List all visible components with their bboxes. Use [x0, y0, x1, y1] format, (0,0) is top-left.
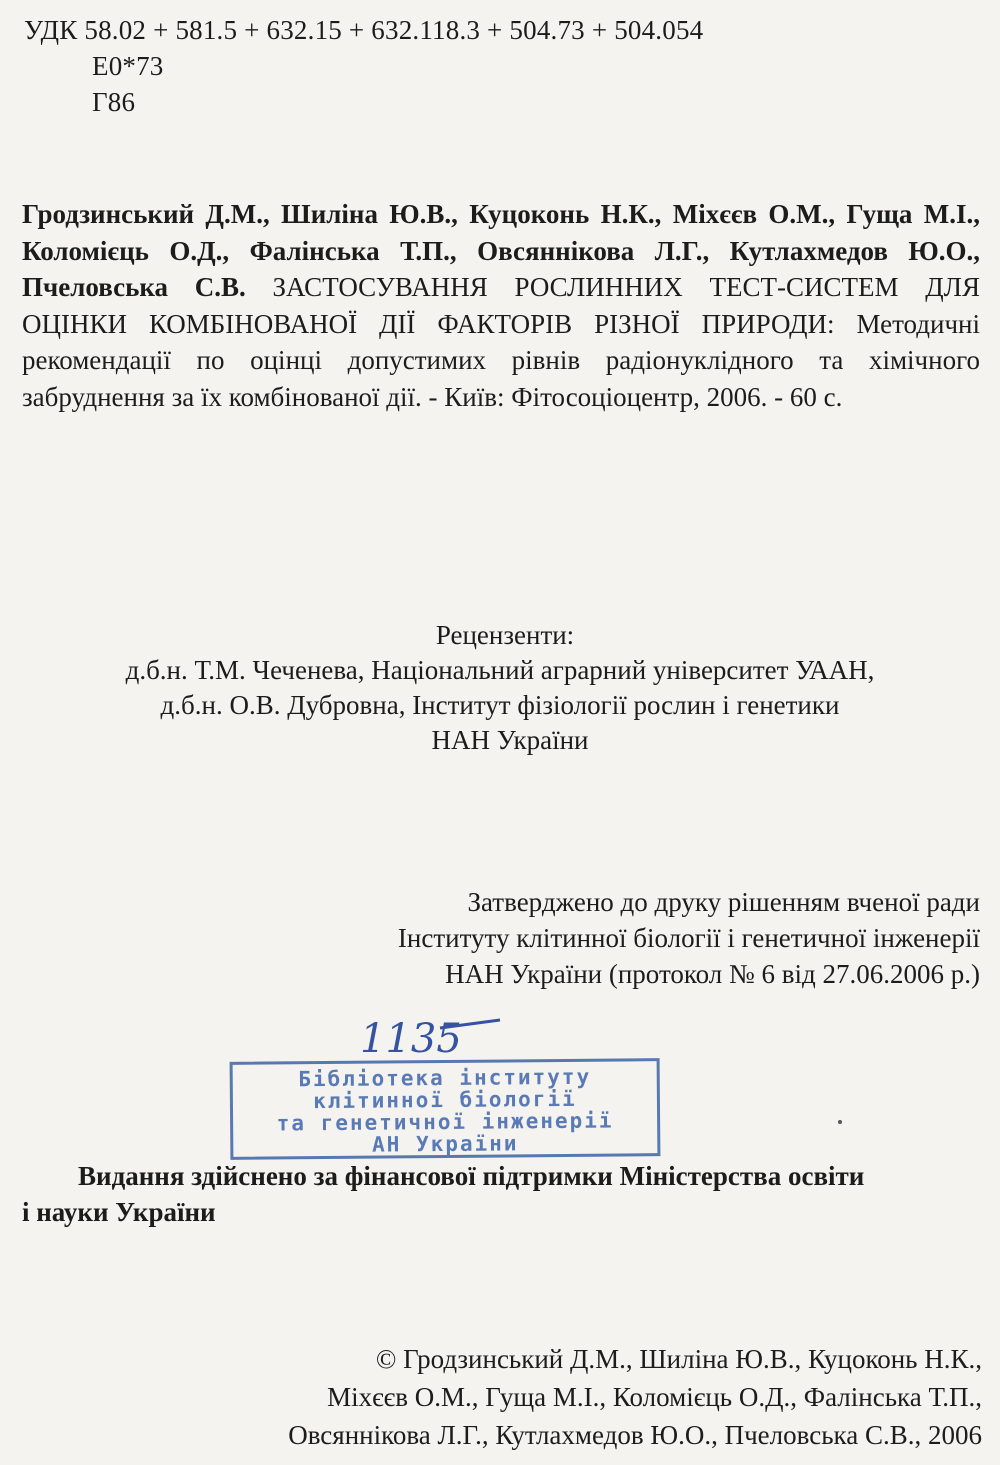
bibliographic-description [22, 196, 980, 415]
classification-block [24, 12, 703, 120]
stamp-line-3: та генетичної інженерії [276, 1108, 614, 1136]
author-mark: Г86 [92, 87, 136, 117]
reviewer-2: д.б.н. О.В. Дубровна, Інститут фізіології рослин і генетики [160, 690, 840, 720]
bbk-code: Е0*73 [92, 51, 164, 81]
authors-list: Гродзинський Д.М., Шиліна Ю.В., Куцоконь Н.К., Міхєєв О.М., Гуща М.І., Коломієць О.Д., Фалінська Т.П., Овсяннікова Л.Г., Кутлахмедов Ю.О., Пчеловська С.В. [22, 199, 980, 302]
speck [838, 1120, 842, 1124]
approval-line-1: Затверджено до друку рішенням вченої ради [467, 887, 980, 917]
copyright-block [288, 1340, 982, 1454]
book-description: Методичні рекомендації по оцінці допустимих рівнів радіонуклідного та хімічного забруднення за їх комбінованої дії. - Київ: Фітосоціоцентр, 2006. - 60 с. [22, 308, 980, 412]
stamp-line-4: АН України [371, 1131, 519, 1157]
stamp-line-1: Бібліотека інституту [298, 1064, 592, 1092]
approval-note [398, 884, 980, 992]
stamp-line-2: клітинної біології [313, 1086, 577, 1114]
reviewers-block [0, 618, 1000, 758]
approval-line-2: Інституту клітинної біології і генетичної інженерії [397, 923, 980, 953]
copyright-line-2: Міхєєв О.М., Гуща М.І., Коломієць О.Д., Фалінська Т.П., [327, 1382, 982, 1412]
approval-line-3: НАН України (протокол № 6 від 27.06.2006 р.) [445, 959, 980, 989]
inventory-number-text: 1135 [360, 1016, 462, 1062]
reviewer-1: д.б.н. Т.М. Чеченева, Національний аграрний університет УААН, [125, 655, 875, 685]
library-stamp [230, 1058, 661, 1160]
copyright-line-1: © Гродзинський Д.М., Шиліна Ю.В., Куцоконь Н.К., [375, 1344, 982, 1374]
reviewer-2-affiliation: НАН України [431, 725, 589, 755]
reviewers-heading: Рецензенти: [435, 620, 575, 650]
funding-line-1: Видання здійснено за фінансової підтримки Міністерства освіти [78, 1161, 865, 1191]
copyright-line-3: Овсяннікова Л.Г., Кутлахмедов Ю.О., Пчеловська С.В., 2006 [288, 1420, 982, 1450]
book-title: ЗАСТОСУВАННЯ РОСЛИННИХ ТЕСТ-СИСТЕМ ДЛЯ ОЦІНКИ КОМБІНОВАНОЇ ДІЇ ФАКТОРІВ РІЗНОЇ ПРИРОДИ: [22, 272, 980, 339]
funding-line-2: і науки України [22, 1197, 216, 1227]
udc-code: УДК 58.02 + 581.5 + 632.15 + 632.118.3 + 504.73 + 504.054 [24, 15, 704, 45]
funding-note [22, 1158, 982, 1230]
